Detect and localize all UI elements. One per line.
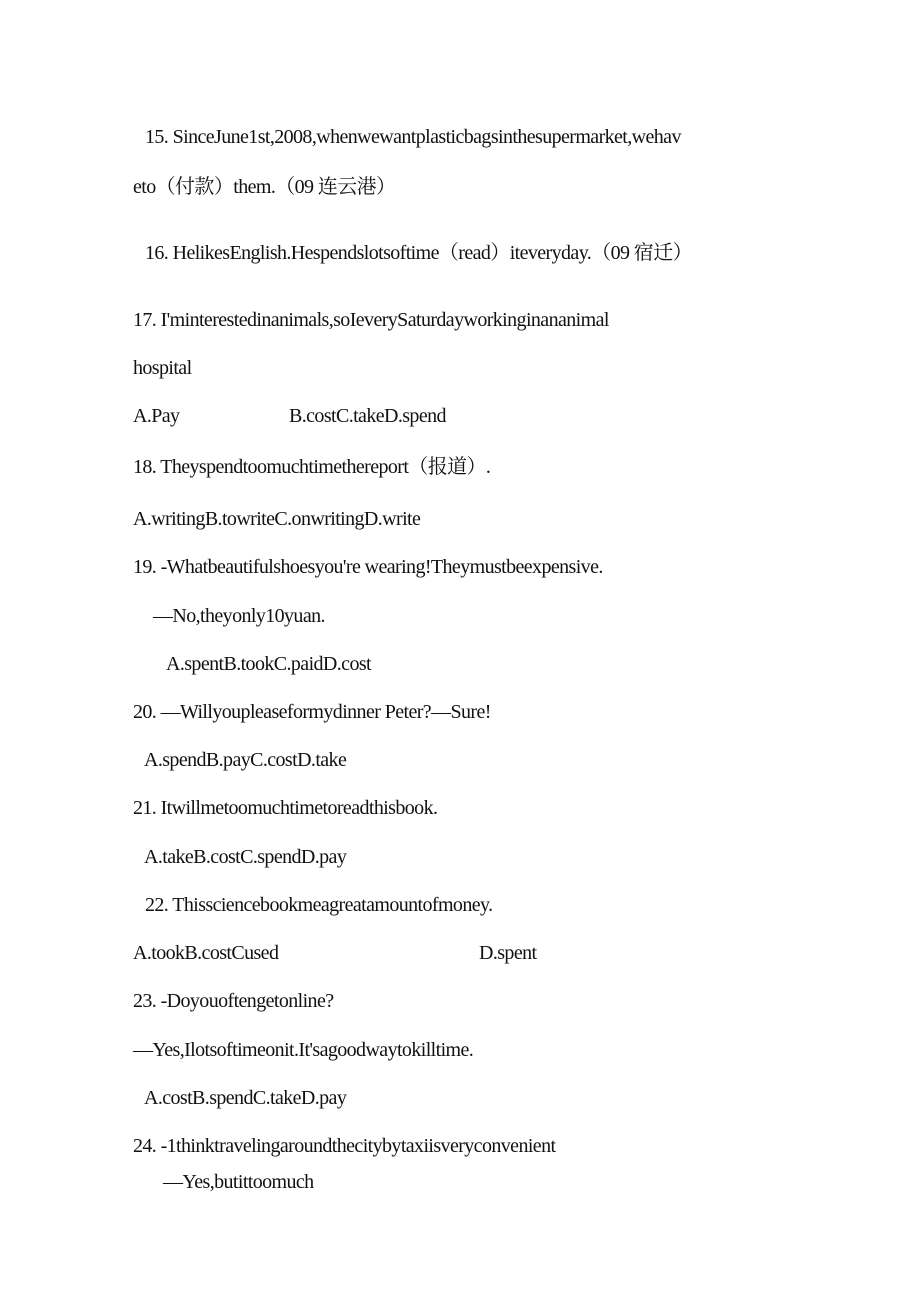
- question-15-line-1: 15. SinceJune1st,2008,whenwewantplasticbagsinthesupermarket,wehav: [145, 126, 681, 148]
- question-16: 16. HelikesEnglish.Hespendslotsoftime（read）iteveryday.（09 宿迁）: [145, 242, 692, 264]
- question-19-options: A.spentB.tookC.paidD.cost: [166, 653, 371, 675]
- question-21: 21. Itwillmetoomuchtimetoreadthisbook.: [133, 797, 438, 819]
- question-24-line-1: 24. -1thinktravelingaroundthecitybytaxiisveryconvenient: [133, 1135, 556, 1157]
- question-23-line-2: —Yes,Ilotsoftimeonit.It'sagoodwaytokilltime.: [133, 1039, 474, 1061]
- question-23-options: A.costB.spendC.takeD.pay: [144, 1087, 347, 1109]
- question-21-options: A.takeB.costC.spendD.pay: [144, 846, 347, 868]
- question-19-line-1: 19. -Whatbeautifulshoesyou're wearing!Theymustbeexpensive.: [133, 556, 603, 578]
- question-24-line-2: —Yes,butittoomuch: [163, 1171, 314, 1193]
- question-20-options: A.spendB.payC.costD.take: [144, 749, 347, 771]
- question-17-options-bcd: B.costC.takeD.spend: [289, 405, 446, 427]
- question-20: 20. —Willyoupleaseformydinner Peter?—Sure!: [133, 701, 491, 723]
- question-17-line-1: 17. I'minterestedinanimals,soIeverySaturdayworkinginananimal: [133, 309, 609, 331]
- question-22-option-d: D.spent: [479, 942, 537, 964]
- question-15-line-2: eto（付款）them.（09 连云港）: [133, 176, 396, 198]
- question-19-line-2: —No,theyonly10yuan.: [153, 605, 325, 627]
- question-17-option-a: A.Pay: [133, 405, 180, 427]
- question-18-options: A.writingB.towriteC.onwritingD.write: [133, 508, 421, 530]
- question-22-options-abc: A.tookB.costCused: [133, 942, 279, 964]
- question-22: 22. Thissciencebookmeagreatamountofmoney.: [145, 894, 493, 916]
- question-18: 18. Theyspendtoomuchtimethereport（报道）.: [133, 456, 491, 478]
- question-23-line-1: 23. -Doyouoftengetonline?: [133, 990, 334, 1012]
- question-17-line-2: hospital: [133, 357, 192, 379]
